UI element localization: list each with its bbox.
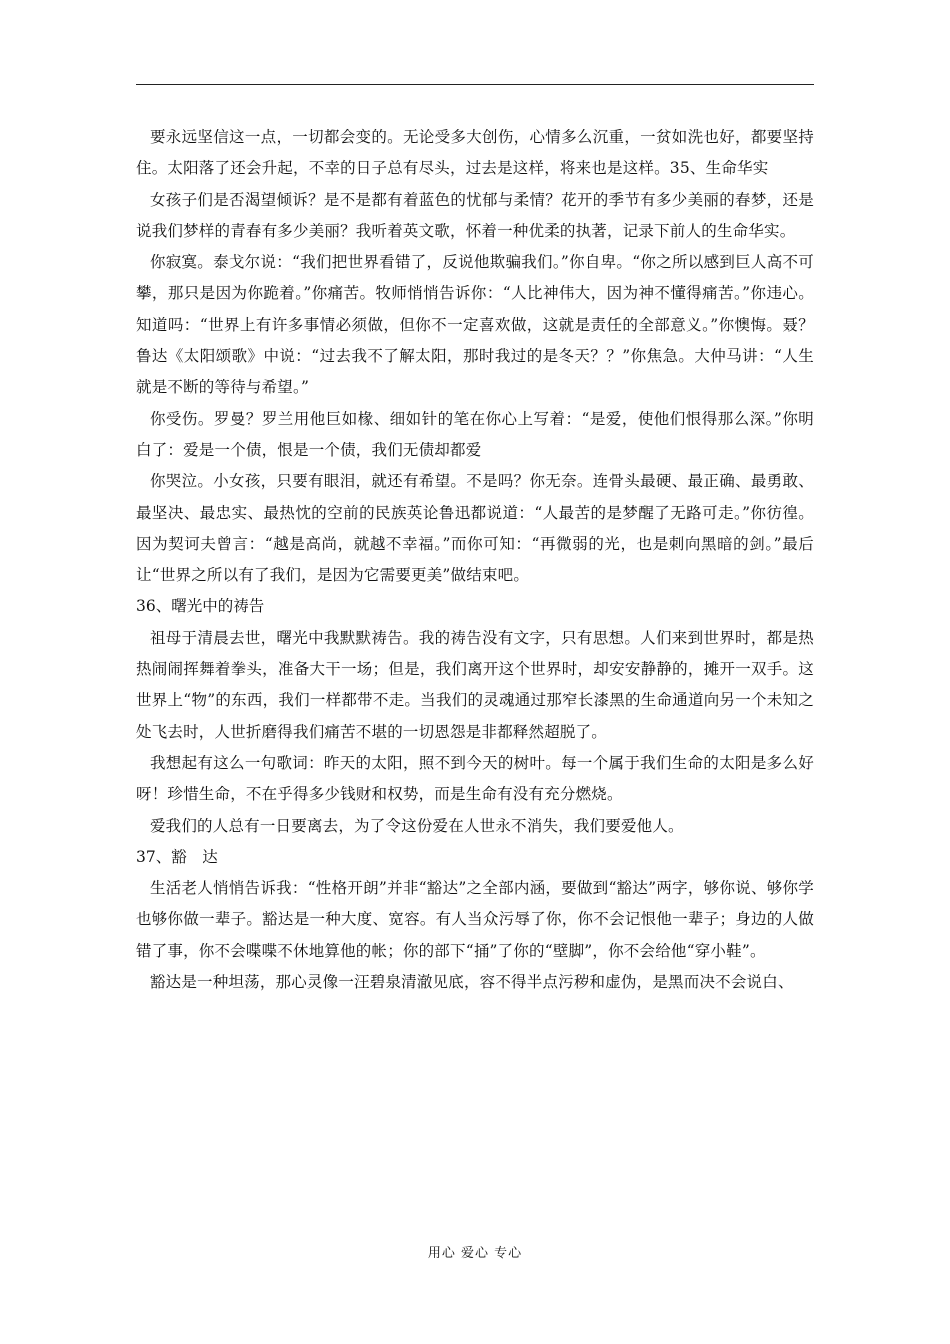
document-body — [136, 122, 814, 998]
paragraph: 女孩子们是否渴望倾诉？是不是都有着蓝色的忧郁与柔情？花开的季节有多少美丽的春梦，还是说我们梦样的青春有多少美丽？我听着英文歌，怀着一种优柔的执著，记录下前人的生命华实。 — [136, 190, 814, 240]
paragraph: 我想起有这么一句歌词：昨天的太阳，照不到今天的树叶。每一个属于我们生命的太阳是多么好呀！珍惜生命，不在乎得多少钱财和权势，而是生命有没有充分燃烧。 — [136, 753, 814, 804]
section-heading: 37、豁 达 — [136, 847, 218, 866]
header-rule — [136, 84, 814, 85]
paragraph: 你哭泣。小女孩，只要有眼泪，就还有希望。不是吗？你无奈。连骨头最硬、最正确、最勇敢、最坚决、最忠实、最热忱的空前的民族英论鲁迅都说道：“人最苦的是梦醒了无路可走。”你彷徨。因为契诃夫曾言：“越是高尚，就越不幸福。”而你可知：“再微弱的光，也是刺向黑暗的剑。”最后让“世界之所以有了我们，是因为它需要更美”做结束吧。 — [136, 472, 814, 585]
page-footer: 用心 爱心 专心 — [427, 1246, 523, 1261]
paragraph: 豁达是一种坦荡，那心灵像一汪碧泉清澈见底，容不得半点污秽和虚伪，是黑而决不会说白、 — [149, 973, 794, 992]
section-heading: 36、曙光中的祷告 — [136, 597, 265, 616]
paragraph: 要永远坚信这一点，一切都会变的。无论受多大创伤，心情多么沉重，一贫如洗也好，都要坚持住。太阳落了还会升起，不幸的日子总有尽头，过去是这样，将来也是这样。35、生命华实 — [136, 128, 814, 178]
paragraph: 祖母于清晨去世，曙光中我默默祷告。我的祷告没有文字，只有思想。人们来到世界时，都是热热闹闹挥舞着拳头，准备大干一场；但是，我们离开这个世界时，却安安静静的，摊开一双手。这世界上“物”的东西，我们一样都带不走。当我们的灵魂通过那窄长漆黑的生命通道向另一个未知之处飞去时，人世折磨得我们痛苦不堪的一切恩怨是非都释然超脱了。 — [136, 628, 814, 741]
paragraph: 生活老人悄悄告诉我：“性格开朗”并非“豁达”之全部内涵，要做到“豁达”两字，够你说、够你学也够你做一辈子。豁达是一种大度、宽容。有人当众污辱了你，你不会记恨他一辈子；身边的人做错了事，你不会喋喋不休地算他的帐；你的部下“捅”了你的“壁脚”，你不会给他“穿小鞋”。 — [136, 879, 814, 960]
paragraph: 爱我们的人总有一日要离去，为了令这份爱在人世永不消失，我们要爱他人。 — [149, 816, 684, 835]
paragraph: 你寂寞。泰戈尔说：“我们把世界看错了，反说他欺骗我们。”你自卑。“你之所以感到巨人高不可攀，那只是因为你跪着。”你痛苦。牧师悄悄告诉你：“人比神伟大，因为神不懂得痛苦。”你违心。知道吗：“世界上有许多事情必须做，但你不一定喜欢做，这就是责任的全部意义。”你懊悔。聂？鲁达《太阳颂歌》中说：“过去我不了解太阳，那时我过的是冬天？？”你焦急。大仲马讲：“人生就是不断的等待与希望。” — [136, 253, 814, 397]
paragraph: 你受伤。罗曼？罗兰用他巨如椽、细如针的笔在你心上写着：“是爱，使他们恨得那么深。”你明白了：爱是一个债，恨是一个债，我们无债却都爱 — [136, 409, 814, 459]
